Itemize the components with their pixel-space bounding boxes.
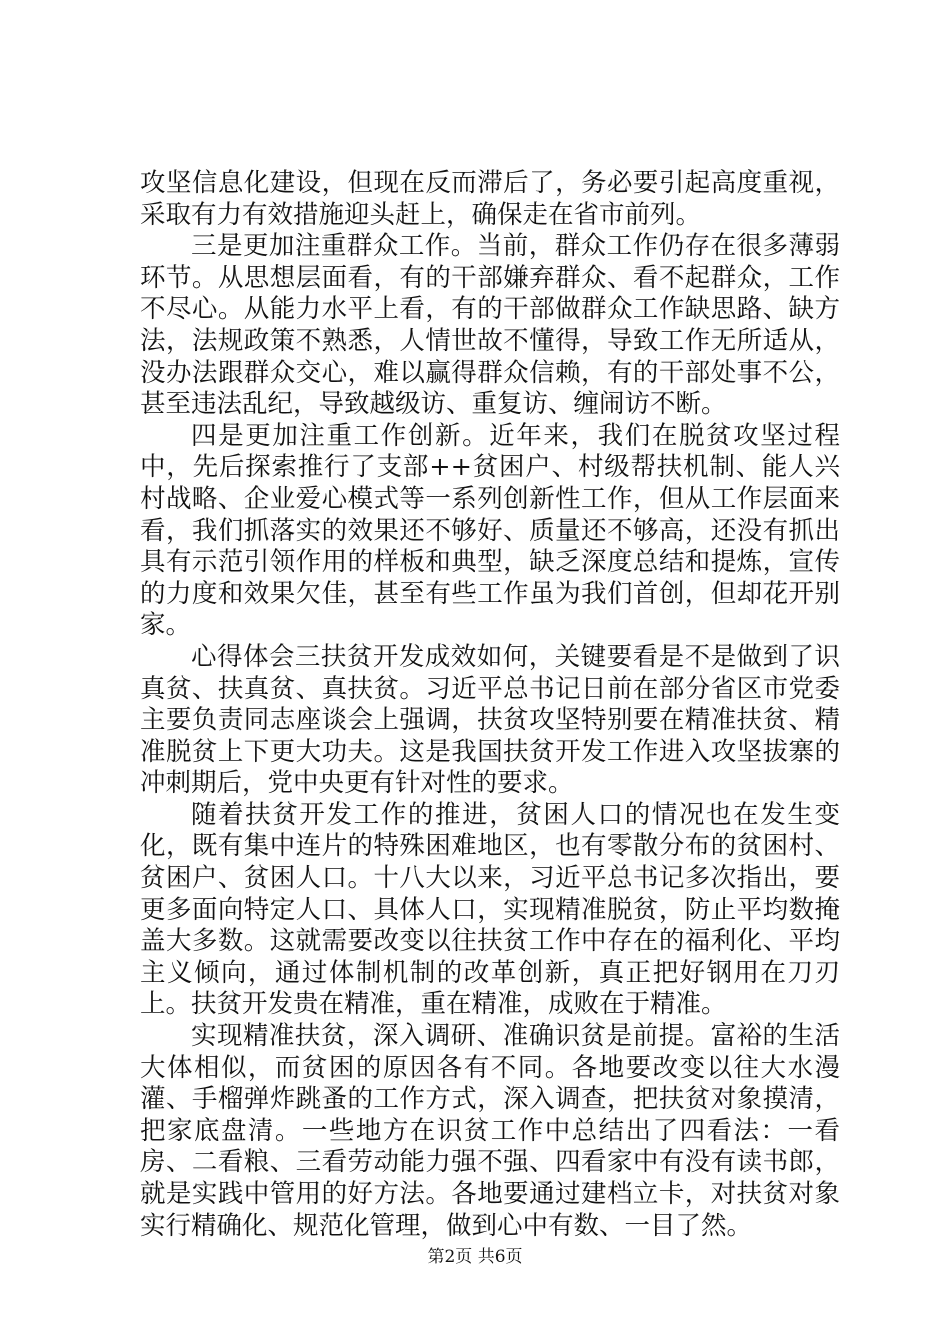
paragraph-4: 心得体会三扶贫开发成效如何，关键要看是不是做到了识真贫、扶真贫、真扶贫。习近平总书记日前在部分省区市党委主要负责同志座谈会上强调，扶贫攻坚特别要在精准扶贫、精准脱贫上下更大功夫。这是我国扶贫开发工作进入攻坚拔寨的冲刺期后，党中央更有针对性的要求。 [140,641,840,799]
paragraph-6: 实现精准扶贫，深入调研、准确识贫是前提。富裕的生活大体相似，而贫困的原因各有不同。各地要改变以往大水漫灌、手榴弹炸跳蚤的工作方式，深入调查，把扶贫对象摸清，把家底盘清。一些地方在识贫工作中总结出了四看法：一看房、二看粮、三看劳动能力强不强、四看家中有没有读书郎，就是实践中管用的好方法。各地要通过建档立卡，对扶贫对象实行精确化、规范化管理，做到心中有数、一目了然。 [140,1021,840,1241]
page-footer: 第2页 共6页 [427,1247,523,1267]
paragraph-5: 随着扶贫开发工作的推进，贫困人口的情况也在发生变化，既有集中连片的特殊困难地区，也有零散分布的贫困村、贫困户、贫困人口。十八大以来，习近平总书记多次指出，要更多面向特定人口、具体人口，实现精准脱贫，防止平均数掩盖大多数。这就需要改变以往扶贫工作中存在的福利化、平均主义倾向，通过体制机制的改革创新，真正把好钢用在刀刃上。扶贫开发贵在精准，重在精准，成败在于精准。 [140,799,840,1020]
paragraph-2: 三是更加注重群众工作。当前，群众工作仍存在很多薄弱环节。从思想层面看，有的干部嫌弃群众、看不起群众，工作不尽心。从能力水平上看，有的干部做群众工作缺思路、缺方法，法规政策不熟悉，人情世故不懂得，导致工作无所适从，没办法跟群众交心，难以赢得群众信赖，有的干部处事不公，甚至违法乱纪，导致越级访、重复访、缠闹访不断。 [140,231,840,420]
paragraph-1: 攻坚信息化建设，但现在反而滞后了，务必要引起高度重视，采取有力有效措施迎头赶上，确保走在省市前列。 [140,168,840,230]
paragraph-3: 四是更加注重工作创新。近年来，我们在脱贫攻坚过程中，先后探索推行了支部++贫困户、村级帮扶机制、能人兴村战略、企业爱心模式等一系列创新性工作，但从工作层面来看，我们抓落实的效果还不够好、质量还不够高，还没有抓出具有示范引领作用的样板和典型，缺乏深度总结和提炼，宣传的力度和效果欠佳，甚至有些工作虽为我们首创，但却花开别家。 [140,420,840,641]
document-body [140,168,840,1242]
